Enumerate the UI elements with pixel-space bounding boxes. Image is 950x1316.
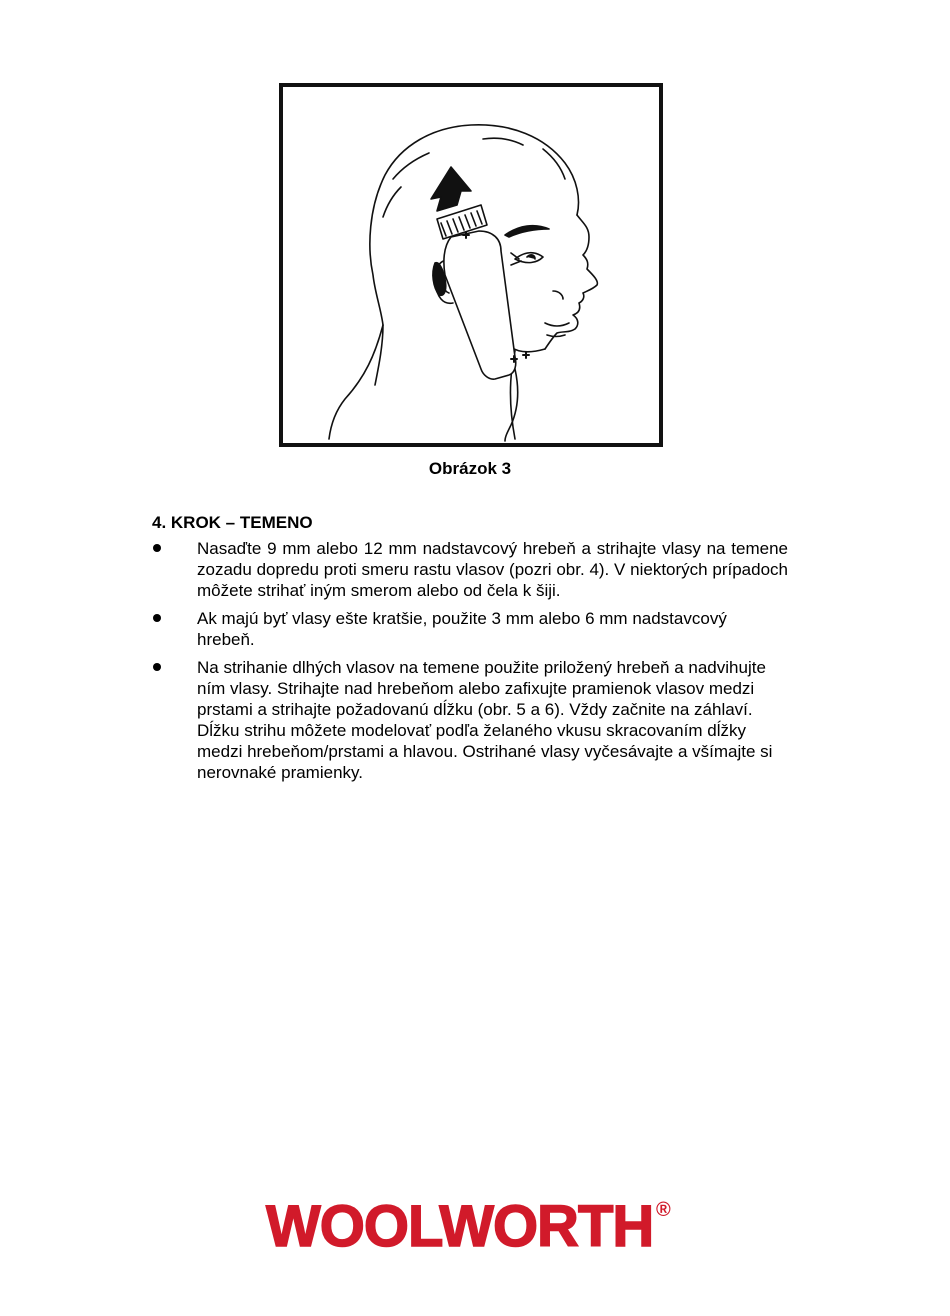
bullet-icon — [153, 614, 161, 622]
head-profile-illustration — [283, 87, 659, 443]
list-item — [152, 657, 788, 783]
list-item-text: Ak majú byť vlasy ešte kratšie, použite 3 mm alebo 6 mm nadstavcový hrebeň. — [197, 609, 727, 649]
figure-caption: Obrázok 3 — [428, 459, 512, 478]
section-heading: 4. KROK – TEMENO — [152, 513, 313, 532]
brand-wordmark: WOOLWORTH — [266, 1194, 654, 1259]
instruction-list — [152, 538, 788, 790]
list-item — [152, 608, 788, 650]
brand-logo — [266, 1196, 686, 1258]
bullet-icon — [153, 544, 161, 552]
figure-frame — [279, 83, 663, 447]
list-item — [152, 538, 788, 601]
list-item-text: Nasaďte 9 mm alebo 12 mm nadstavcový hrebeň a strihajte vlasy na temene zozadu dopredu proti smeru rastu vlasov (pozri obr. 4). V niektorých prípadoch môžete strihať iným smerom alebo od čela k šiji. — [197, 539, 788, 600]
list-item-text: Na strihanie dlhých vlasov na temene použite priložený hrebeň a nadvihujte ním vlasy. Strihajte nad hrebeňom alebo zafixujte pramienok vlasov medzi prstami a strihajte požadovanú dĺžku (obr. 5 a 6). Vždy začnite na záhlaví. Dĺžku strihu môžete modelovať podľa želaného vkusu skracovaním dĺžky medzi hrebeňom/prstami a hlavou. Ostrihané vlasy vyčesávajte a všímajte si nerovnaké pramienky. — [197, 658, 773, 782]
bullet-icon — [153, 663, 161, 671]
registered-mark: ® — [656, 1199, 671, 1221]
